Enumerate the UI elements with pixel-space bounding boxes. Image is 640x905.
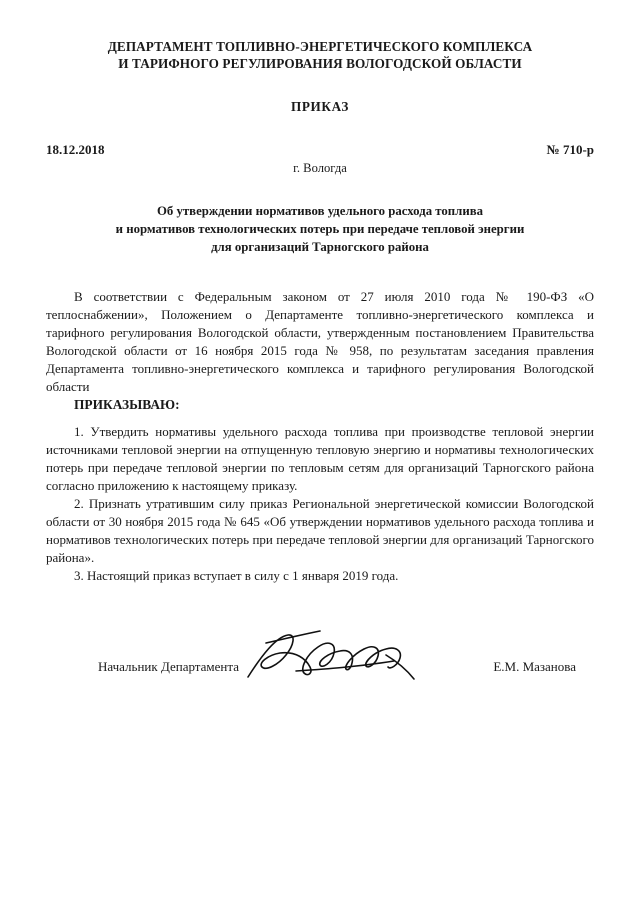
document-date: 18.12.2018 — [46, 141, 105, 157]
signatory-name: Е.М. Мазанова — [493, 658, 576, 674]
document-type: ПРИКАЗ — [291, 98, 349, 114]
order-word: ПРИКАЗЫВАЮ: — [74, 396, 180, 412]
document-meta-row — [46, 142, 594, 158]
subject-line-1: Об утверждении нормативов удельного расхода топлива — [156, 203, 484, 218]
organization-line-1: ДЕПАРТАМЕНТ ТОПЛИВНО-ЭНЕРГЕТИЧЕСКОГО КОМПЛЕКСА — [107, 39, 533, 54]
document-subject — [46, 202, 594, 256]
preamble-text: В соответствии с Федеральным законом от 27 июля 2010 года № 190-ФЗ «О теплоснабжении», Положением о Департаменте топливно-энергетического комплекса и тарифного регулирования Вологодской области, утвержденным постановлением Правительства Вологодской области от 16 ноября 2015 года № 958, по результатам заседания правления Департамента топливно-энергетического комплекса и тарифного регулирования Вологодской области — [46, 289, 594, 394]
document-city: г. Вологда — [293, 160, 347, 175]
document-preamble-block — [46, 288, 594, 414]
handwritten-signature-icon — [236, 625, 426, 687]
signature-block — [46, 659, 594, 675]
organization-line-2: И ТАРИФНОГО РЕГУЛИРОВАНИЯ ВОЛОГОДСКОЙ ОБЛАСТИ — [118, 56, 522, 72]
document-item: 3. Настоящий приказ вступает в силу с 1 января 2019 года. — [74, 567, 399, 583]
signatory-title: Начальник Департамента — [98, 658, 239, 674]
document-items — [46, 423, 594, 584]
subject-line-3: для организаций Тарногского района — [211, 240, 429, 255]
organization-heading — [46, 38, 594, 73]
document-number: № 710-р — [546, 141, 594, 157]
document-item: 1. Утвердить нормативы удельного расхода топлива при производстве тепловой энергии источниками тепловой энергии на отпущенную тепловую энергию и нормативы технологических потерь при передаче тепловой энергии по тепловым сетям для организаций Тарногского района согласно приложению к настоящему приказу. — [46, 424, 594, 494]
document-item: 2. Признать утратившим силу приказ Региональной энергетической комиссии Вологодской области от 30 ноября 2015 года № 645 «Об утверждении нормативов удельного расхода топлива и нормативов технологических потерь при передаче тепловой энергии для организаций Тарногского района». — [46, 496, 594, 565]
subject-line-2: и нормативов технологических потерь при передаче тепловой энергии — [115, 222, 525, 236]
